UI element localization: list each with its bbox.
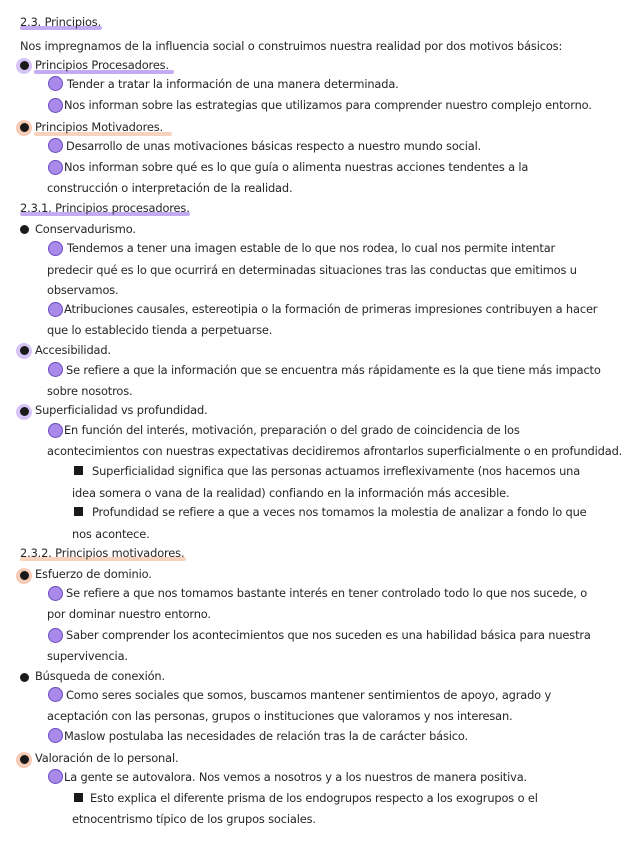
- sub-list-item: Superficialidad significa que las personas actuamos irreflexivamente (nos hacemos una: [92, 464, 581, 478]
- list-item-continued: que lo establecido tienda a perpetuarse.: [47, 323, 273, 337]
- circle-bullet-icon: [48, 138, 63, 153]
- circle-bullet-icon: [48, 728, 63, 743]
- list-item-continued: observamos.: [47, 283, 119, 297]
- bullet-icon: [20, 61, 29, 70]
- sub-list-item: Profundidad se refiere a que a veces nos tomamos la molestia de analizar a fondo lo que: [92, 505, 587, 519]
- list-item: Tender a tratar la información de una manera determinada.: [67, 77, 399, 91]
- list-item: Desarrollo de unas motivaciones básicas respecto a nuestro mundo social.: [66, 139, 482, 153]
- sub-list-item: Esto explica el diferente prisma de los endogrupos respecto a los exogrupos o el: [90, 791, 538, 805]
- list-item: Se refiere a que nos tomamos bastante interés en tener controlado todo lo que nos sucede, o: [66, 586, 588, 600]
- square-bullet-icon: [74, 793, 83, 802]
- sub-list-item-continued: etnocentrismo típico de los grupos sociales.: [72, 812, 316, 826]
- list-item-continued: aceptación con las personas, grupos o instituciones que valoramos y nos interesan.: [47, 709, 513, 723]
- subsection-heading: 2.3.1. Principios procesadores.: [20, 201, 190, 215]
- intro-text: Nos impregnamos de la influencia social o construimos nuestra realidad por dos motivos básicos:: [20, 39, 563, 53]
- list-item-continued: predecir qué es lo que ocurrirá en determinadas situaciones tras las conductas que emitimos u: [47, 263, 577, 277]
- section-heading: 2.3. Principios.: [20, 15, 102, 29]
- circle-bullet-icon: [48, 76, 63, 91]
- circle-bullet-icon: [48, 98, 63, 113]
- circle-bullet-icon: [48, 302, 63, 317]
- list-item-label: Principios Motivadores.: [35, 120, 163, 134]
- list-item: La gente se autovalora. Nos vemos a nosotros y a los nuestros de manera positiva.: [64, 770, 528, 784]
- list-item: Nos informan sobre las estrategias que utilizamos para comprender nuestro complejo entorno.: [64, 98, 592, 112]
- circle-bullet-icon: [48, 423, 63, 438]
- bullet-icon: [20, 571, 29, 580]
- list-item-continued: acontecimientos con nuestras expectativas decidiremos afrontarlos superficialmente o en profundidad.: [47, 444, 623, 458]
- list-item: En función del interés, motivación, preparación o del grado de coincidencia de los: [64, 423, 520, 437]
- list-item: Atribuciones causales, estereotipia o la formación de primeras impresiones contribuyen a hacer: [64, 302, 598, 316]
- circle-bullet-icon: [48, 241, 63, 256]
- square-bullet-icon: [74, 466, 83, 475]
- circle-bullet-icon: [48, 687, 63, 702]
- bullet-icon: [20, 225, 29, 234]
- bullet-icon: [20, 407, 29, 416]
- list-item-label: Esfuerzo de dominio.: [35, 567, 152, 581]
- list-item: Tendemos a tener una imagen estable de lo que nos rodea, lo cual nos permite intentar: [67, 241, 556, 255]
- list-item: Maslow postulaba las necesidades de relación tras la de carácter básico.: [64, 729, 469, 743]
- bullet-icon: [20, 123, 29, 132]
- list-item-label: Superficialidad vs profundidad.: [35, 403, 208, 417]
- circle-bullet-icon: [48, 769, 63, 784]
- sub-list-item-continued: nos acontece.: [72, 527, 150, 541]
- circle-bullet-icon: [48, 160, 63, 175]
- bullet-icon: [20, 755, 29, 764]
- list-item-continued: por dominar nuestro entorno.: [47, 607, 211, 621]
- subsection-heading: 2.3.2. Principios motivadores.: [20, 546, 185, 560]
- list-item-continued: sobre nosotros.: [47, 384, 133, 398]
- circle-bullet-icon: [48, 362, 63, 377]
- circle-bullet-icon: [48, 586, 63, 601]
- list-item-label: Valoración de lo personal.: [35, 751, 179, 765]
- square-bullet-icon: [74, 507, 83, 516]
- bullet-icon: [20, 673, 29, 682]
- list-item-label: Conservadurismo.: [35, 222, 136, 236]
- list-item-label: Búsqueda de conexión.: [35, 669, 165, 683]
- list-item: Se refiere a que la información que se encuentra más rápidamente es la que tiene más impacto: [66, 363, 601, 377]
- list-item: Nos informan sobre qué es lo que guía o alimenta nuestras acciones tendentes a la: [64, 160, 529, 174]
- list-item-label: Accesibilidad.: [35, 343, 111, 357]
- circle-bullet-icon: [48, 628, 63, 643]
- list-item: Saber comprender los acontecimientos que nos suceden es una habilidad básica para nuestra: [66, 628, 591, 642]
- list-item-continued: construcción o interpretación de la realidad.: [47, 181, 293, 195]
- list-item-continued: supervivencia.: [47, 649, 128, 663]
- list-item: Como seres sociales que somos, buscamos mantener sentimientos de apoyo, agrado y: [66, 688, 552, 702]
- bullet-icon: [20, 346, 29, 355]
- sub-list-item-continued: idea somera o vana de la realidad) confiando en la información más accesible.: [72, 486, 510, 500]
- list-item-label: Principios Procesadores.: [35, 58, 169, 72]
